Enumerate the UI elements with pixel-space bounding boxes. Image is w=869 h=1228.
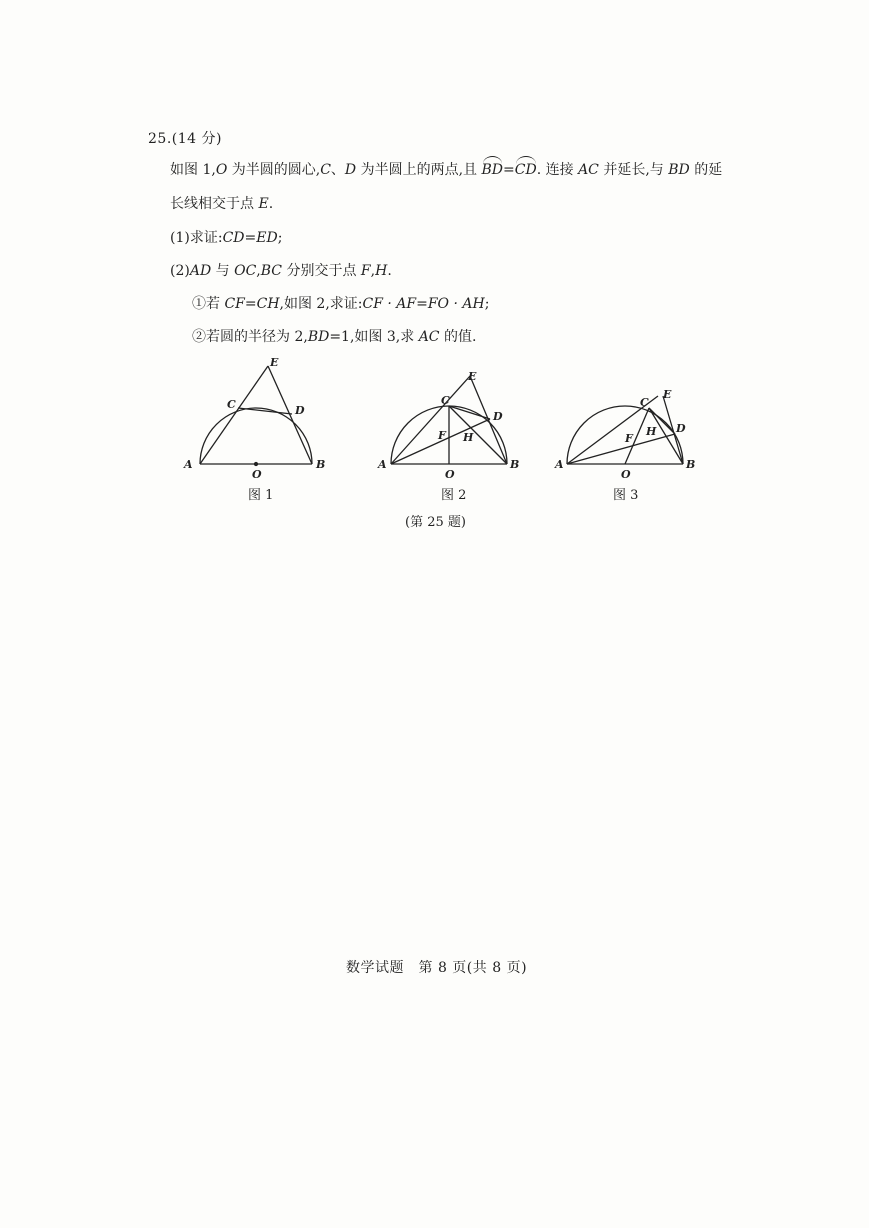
fig3-label-b: B — [686, 458, 696, 471]
fig1-label-c: C — [227, 398, 236, 411]
subquestion-1 — [170, 228, 282, 248]
figure-1-caption: 图 1 — [248, 488, 274, 503]
fig2-label-c: C — [441, 394, 450, 407]
text: ; — [277, 230, 283, 246]
text: 长线相交于点 — [170, 196, 259, 212]
figure-1-labels — [183, 356, 325, 481]
text: D — [344, 162, 357, 178]
fig2-label-b: B — [510, 458, 520, 471]
fig1-label-b: B — [316, 458, 326, 471]
text: BD — [307, 329, 330, 345]
arc-cd: CD — [514, 162, 537, 178]
text: . 连接 — [536, 162, 579, 178]
arc-bd: BD — [481, 162, 504, 178]
figure-2-caption: 图 2 — [441, 488, 467, 503]
fig1-line-be — [268, 366, 312, 464]
fig3-label-c: C — [640, 396, 649, 409]
text: H — [375, 263, 388, 279]
text: (2) — [170, 263, 190, 279]
question-number: 25. — [148, 131, 172, 147]
figure-2 — [391, 376, 507, 464]
fig2-line-ae — [391, 376, 470, 464]
text: 与 — [211, 263, 235, 279]
text: , — [370, 263, 376, 279]
text: 分别交于点 — [282, 263, 361, 279]
text: OC — [234, 263, 257, 279]
text: F — [360, 263, 371, 279]
fig2-label-o: O — [445, 468, 455, 481]
fig1-label-o: O — [252, 468, 262, 481]
text: AC — [418, 329, 440, 345]
fig3-label-d: D — [676, 422, 686, 435]
text: BC — [260, 263, 283, 279]
text: AD — [189, 263, 212, 279]
text: ②若圆的半径为 2, — [192, 329, 308, 345]
figure-3-caption: 图 3 — [613, 488, 639, 503]
fig2-label-a: A — [378, 458, 387, 471]
fig1-label-a: A — [184, 458, 193, 471]
text: 的延 — [689, 162, 723, 178]
fig3-label-a: A — [555, 458, 564, 471]
fig2-label-e: E — [468, 370, 477, 383]
text: CD=ED — [222, 230, 278, 246]
fig3-label-e: E — [663, 388, 672, 401]
text: CF · AF=FO · AH — [362, 296, 485, 312]
question-intro-line1 — [170, 160, 722, 180]
text: E — [258, 196, 269, 212]
question-header — [148, 128, 222, 148]
text: ,如图 2,求证: — [279, 296, 363, 312]
text: C — [320, 162, 331, 178]
text: 为半圆上的两点,且 — [356, 162, 482, 178]
fig3-line-ad — [567, 434, 675, 464]
subquestion-2 — [170, 261, 392, 281]
text: AC — [578, 162, 599, 178]
text: . — [387, 263, 392, 279]
text: (1)求证: — [170, 230, 223, 246]
fig3-label-h: H — [646, 425, 657, 438]
text: CF=CH — [224, 296, 280, 312]
text: = — [503, 162, 515, 178]
text: 的值. — [439, 329, 477, 345]
fig2-label-f: F — [438, 429, 446, 442]
fig2-label-h: H — [463, 431, 474, 444]
fig1-line-ae — [200, 366, 268, 464]
text: , — [256, 263, 261, 279]
text: ①若 — [192, 296, 225, 312]
figure-group-caption: (第 25 题) — [405, 515, 466, 530]
page-footer: 数学试题 第 8 页(共 8 页) — [346, 960, 528, 976]
text: 并延长,与 — [598, 162, 669, 178]
subquestion-2a — [192, 294, 489, 314]
text: 为半圆的圆心, — [227, 162, 321, 178]
question-points: (14 分) — [171, 131, 222, 147]
fig1-center-dot — [255, 463, 258, 466]
fig2-label-d: D — [493, 410, 503, 423]
fig3-label-f: F — [625, 432, 633, 445]
text: 、 — [330, 162, 345, 178]
figure-3 — [567, 396, 683, 464]
text: O — [215, 162, 228, 178]
fig3-label-o: O — [621, 468, 631, 481]
fig1-label-d: D — [295, 404, 305, 417]
text: =1,如图 3,求 — [329, 329, 419, 345]
text: . — [268, 196, 274, 212]
question-intro-line2 — [170, 194, 273, 214]
fig1-label-e: E — [270, 356, 279, 369]
subquestion-2b — [192, 327, 476, 347]
text: 如图 1, — [170, 162, 216, 178]
text: BD — [668, 162, 690, 178]
text: ; — [484, 296, 490, 312]
